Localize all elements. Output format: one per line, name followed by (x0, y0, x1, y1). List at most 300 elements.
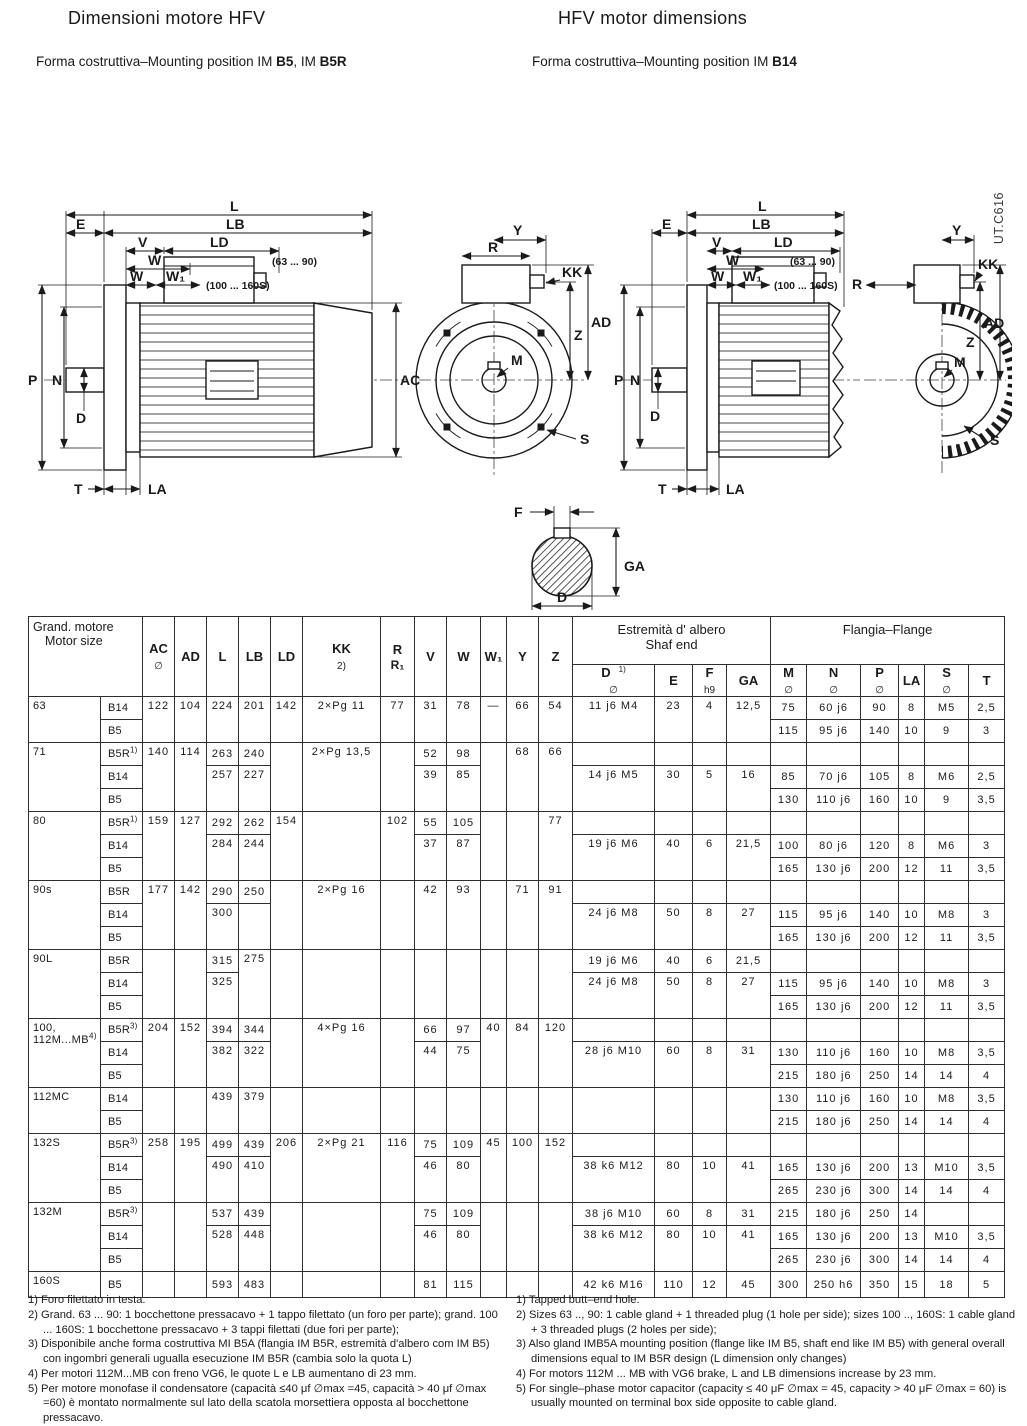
table-cell: 3 (969, 904, 1005, 927)
table-cell (507, 950, 539, 1019)
table-cell: 122 (143, 697, 175, 743)
dim-label-p: P (614, 372, 624, 388)
dim-label-la: LA (726, 481, 745, 497)
dim-label-z: Z (574, 327, 583, 343)
mounting-position-cell: B14 (101, 766, 143, 789)
table-cell (771, 950, 807, 973)
mounting-position-cell: B5 (101, 1249, 143, 1272)
table-cell: 230 j6 (807, 1249, 861, 1272)
table-cell: 71 (507, 881, 539, 950)
table-cell: 11 (925, 996, 969, 1019)
subtitle-text: , IM (293, 54, 320, 69)
footnote-item: 4) For motors 112M ... MB with VG6 brake, L and LB dimensions increase by 23 mm. (516, 1367, 937, 1380)
table-cell: 140 (861, 720, 899, 743)
table-cell (381, 950, 415, 1019)
table-cell: 394 (207, 1019, 239, 1042)
table-cell: 165 (771, 1157, 807, 1180)
table-cell: 54 (539, 697, 573, 743)
col-header-w: W (447, 617, 481, 697)
table-cell (573, 812, 655, 835)
subtitle-imb14 (532, 54, 797, 69)
subtitle-b5r: B5R (319, 54, 347, 69)
table-cell: 3 (969, 835, 1005, 858)
table-cell: 10 (899, 973, 925, 996)
table-cell: 114 (175, 743, 207, 812)
dim-label-w: W (726, 252, 740, 268)
table-cell (239, 904, 271, 950)
table-cell: 165 (771, 858, 807, 881)
table-cell (271, 1088, 303, 1134)
motor-size-cell: 80 (29, 812, 101, 881)
table-cell: 140 (861, 973, 899, 996)
table-cell: 2,5 (969, 697, 1005, 720)
table-cell: 11 j6 M4 (573, 697, 655, 743)
table-cell: 31 (727, 1203, 771, 1226)
table-cell: 14 (899, 1180, 925, 1203)
table-cell: 8 (899, 766, 925, 789)
table-cell (771, 1019, 807, 1042)
motor-size-cell: 112MC (29, 1088, 101, 1134)
table-cell (655, 812, 693, 835)
table-cell (539, 950, 573, 1019)
dim-label-d: D (76, 410, 87, 426)
table-cell: M10 (925, 1226, 969, 1249)
table-cell: 104 (175, 697, 207, 743)
table-cell (143, 950, 175, 1019)
table-cell: 97 (447, 1019, 481, 1042)
mounting-position-cell: B5 (101, 927, 143, 950)
table-cell: 42 k6 M16 (573, 1272, 655, 1298)
col-header-f: F h9 (693, 665, 727, 697)
table-cell: 93 (447, 881, 481, 950)
table-cell: 3,5 (969, 1157, 1005, 1180)
table-cell: 15 (899, 1272, 925, 1298)
table-row (29, 881, 1005, 904)
table-cell: 12 (899, 927, 925, 950)
table-cell: 130 j6 (807, 1226, 861, 1249)
table-cell: 4 (969, 1180, 1005, 1203)
table-cell: 14 (899, 1203, 925, 1226)
table-cell (899, 1019, 925, 1042)
mounting-position-cell: B5 (101, 1272, 143, 1298)
table-cell: 215 (771, 1111, 807, 1134)
table-cell (925, 1134, 969, 1157)
footnote-item: 1) Tapped butt–end hole. (516, 1294, 640, 1306)
table-cell: M6 (925, 766, 969, 789)
table-cell (655, 881, 693, 904)
table-cell: 3 (969, 720, 1005, 743)
table-cell: 2×Pg 11 (303, 697, 381, 743)
table-cell: 448 (239, 1226, 271, 1272)
dim-label-p: P (28, 372, 38, 388)
table-cell: 160 (861, 789, 899, 812)
table-cell (481, 881, 507, 950)
table-cell: 38 k6 M12 (573, 1157, 655, 1203)
table-cell: 50 (655, 904, 693, 950)
dim-label-l: L (230, 198, 239, 214)
footnotes-english (516, 1293, 1018, 1411)
table-cell: 4×Pg 16 (303, 1019, 381, 1088)
table-cell: 200 (861, 927, 899, 950)
mounting-position-cell: B14 (101, 1042, 143, 1065)
table-cell: 265 (771, 1249, 807, 1272)
dim-label-kk: KK (562, 264, 583, 280)
table-cell: 120 (861, 835, 899, 858)
footnote-item: 4) Per motori 112M...MB con freno VG6, le quote L e LB aumentano di 23 mm. (28, 1367, 417, 1380)
table-row (29, 697, 1005, 720)
table-cell: 19 j6 M6 (573, 835, 655, 881)
table-row (29, 1203, 1005, 1226)
table-cell: 10 (899, 904, 925, 927)
table-cell (303, 1088, 381, 1134)
col-header-p: P ∅ (861, 665, 899, 697)
table-cell (655, 1088, 693, 1134)
table-cell: 325 (207, 973, 239, 1019)
table-cell: 68 (507, 743, 539, 812)
drawing-imb5-b5r (14, 185, 614, 515)
table-cell: 10 (899, 720, 925, 743)
dim-label-d: D (557, 589, 568, 605)
dim-label-t: T (74, 481, 83, 497)
table-cell (693, 881, 727, 904)
table-cell: 382 (207, 1042, 239, 1088)
table-cell: 11 (925, 927, 969, 950)
subtitle-text: Forma costruttiva–Mounting position IM (532, 54, 773, 69)
table-cell: 593 (207, 1272, 239, 1298)
mounting-position-cell: $B5R^{3)}$ (101, 1134, 143, 1157)
mounting-position-cell: B5R (101, 881, 143, 904)
table-cell: 130 j6 (807, 858, 861, 881)
table-cell: 27 (727, 904, 771, 950)
table-cell: 528 (207, 1226, 239, 1272)
table-cell: 44 (415, 1042, 447, 1088)
table-cell: 12 (899, 858, 925, 881)
col-header-ad: AD (175, 617, 207, 697)
table-cell: 60 j6 (807, 697, 861, 720)
table-cell: 14 (925, 1111, 969, 1134)
table-cell: 24 j6 M8 (573, 904, 655, 950)
col-header-w1: W₁ (481, 617, 507, 697)
dim-label-m: M (954, 354, 966, 370)
dim-label-r: R (852, 276, 863, 292)
subtitle-b14: B14 (772, 54, 797, 69)
table-cell: 18 (925, 1272, 969, 1298)
table-cell (969, 881, 1005, 904)
motor-front-view (852, 222, 1012, 473)
table-cell: 5 (969, 1272, 1005, 1298)
table-cell (771, 743, 807, 766)
table-cell (771, 1134, 807, 1157)
table-cell: 240 (239, 743, 271, 766)
motor-size-cell: 90L (29, 950, 101, 1019)
table-row (29, 1019, 1005, 1042)
mounting-position-cell: $B5R^{1)}$ (101, 743, 143, 766)
table-cell (447, 950, 481, 1019)
dim-label-v: V (712, 234, 722, 250)
dim-label-la: LA (148, 481, 167, 497)
table-cell (573, 743, 655, 766)
table-cell: 262 (239, 812, 271, 835)
table-cell: 115 (771, 973, 807, 996)
mounting-position-cell: B5 (101, 789, 143, 812)
dim-label-d: D (650, 408, 661, 424)
dim-label-y: Y (513, 222, 523, 238)
table-cell: 4 (969, 1065, 1005, 1088)
table-cell: 204 (143, 1019, 175, 1088)
table-cell: 257 (207, 766, 239, 812)
table-cell: 31 (415, 697, 447, 743)
mounting-position-cell: B5 (101, 1065, 143, 1088)
table-cell: 16 (727, 766, 771, 812)
drawing-code: UT.C616 (992, 192, 1006, 245)
dim-label-e: E (662, 216, 672, 232)
table-cell: 66 (539, 743, 573, 812)
table-cell (303, 1203, 381, 1272)
table-cell: 142 (175, 881, 207, 950)
table-cell: 10 (693, 1157, 727, 1203)
dim-label-z: Z (966, 334, 975, 350)
table-cell: 250 (861, 1203, 899, 1226)
table-cell (655, 743, 693, 766)
table-cell: 115 (447, 1272, 481, 1298)
table-cell: 109 (447, 1203, 481, 1226)
mounting-position-cell: B14 (101, 697, 143, 720)
mounting-position-cell: B5 (101, 720, 143, 743)
table-cell: 80 j6 (807, 835, 861, 858)
table-cell: 127 (175, 812, 207, 881)
table-cell (271, 950, 303, 1019)
motor-size-cell: 71 (29, 743, 101, 812)
table-cell: 105 (447, 812, 481, 835)
table-cell: 42 (415, 881, 447, 950)
table-cell: 46 (415, 1226, 447, 1272)
table-cell: 439 (239, 1134, 271, 1157)
table-cell (925, 1203, 969, 1226)
table-cell (771, 812, 807, 835)
table-cell: 159 (143, 812, 175, 881)
col-header-t: T (969, 665, 1005, 697)
table-cell (481, 1203, 507, 1272)
table-cell (303, 950, 381, 1019)
mounting-position-cell: B5 (101, 858, 143, 881)
table-cell: 142 (271, 697, 303, 743)
table-cell (925, 812, 969, 835)
table-cell: 275 (239, 950, 271, 1019)
table-cell: 85 (771, 766, 807, 789)
table-cell: 50 (655, 973, 693, 1019)
table-cell (507, 1203, 539, 1272)
dimensions-table (28, 616, 1005, 1298)
table-cell: 41 (727, 1157, 771, 1203)
table-cell: 292 (207, 812, 239, 835)
page-title-english: HFV motor dimensions (558, 8, 748, 28)
table-cell: 77 (539, 812, 573, 881)
table-cell: 140 (143, 743, 175, 812)
table-cell: 5 (693, 766, 727, 812)
table-cell (807, 1019, 861, 1042)
table-cell (507, 812, 539, 881)
table-cell: 39 (415, 766, 447, 812)
col-header-n: N ∅ (807, 665, 861, 697)
table-cell (771, 881, 807, 904)
table-cell: 230 j6 (807, 1180, 861, 1203)
table-cell: 75 (771, 697, 807, 720)
table-cell: 55 (415, 812, 447, 835)
table-cell: 8 (693, 1203, 727, 1226)
table-cell: 80 (447, 1226, 481, 1272)
shaft-end-detail (468, 492, 668, 617)
table-cell (303, 812, 381, 881)
table-cell: M8 (925, 1042, 969, 1065)
col-header-y: Y (507, 617, 539, 697)
table-cell: 60 (655, 1042, 693, 1088)
subtitle-imb5 (36, 54, 347, 69)
table-cell: 410 (239, 1157, 271, 1203)
table-cell: 19 j6 M6 (573, 950, 655, 973)
table-cell: 200 (861, 996, 899, 1019)
table-cell: 80 (655, 1157, 693, 1203)
mounting-position-cell: $B5R^{3)}$ (101, 1019, 143, 1042)
table-cell: 14 (899, 1249, 925, 1272)
table-cell (969, 743, 1005, 766)
table-cell: 483 (239, 1272, 271, 1298)
table-cell: 130 (771, 789, 807, 812)
table-cell: 40 (655, 950, 693, 973)
mounting-position-cell: B5R (101, 950, 143, 973)
table-cell (807, 950, 861, 973)
dim-label-w1: W₁ (743, 268, 763, 284)
table-cell: 300 (771, 1272, 807, 1298)
table-cell: 10 (899, 1042, 925, 1065)
table-cell: 180 j6 (807, 1065, 861, 1088)
table-cell: 12 (899, 996, 925, 1019)
table-cell: 3,5 (969, 927, 1005, 950)
table-cell (415, 1088, 447, 1134)
dim-label-n: N (52, 372, 63, 388)
table-cell (573, 881, 655, 904)
dim-range-large: (100 ... 160S) (774, 280, 838, 292)
table-cell (727, 1134, 771, 1157)
table-cell: 344 (239, 1019, 271, 1042)
table-cell: M10 (925, 1157, 969, 1180)
table-cell: 4 (693, 697, 727, 743)
motor-size-cell: 132S (29, 1134, 101, 1203)
table-cell (655, 1019, 693, 1042)
table-cell: 95 j6 (807, 720, 861, 743)
table-cell: 250 (861, 1111, 899, 1134)
footnote-item: 2) Sizes 63 .., 90: 1 cable gland + 1 threaded plug (1 hole per side); sizes 100 .., 160S: 1 cable gland + 3 threaded plugs (2 holes per side); (516, 1308, 1016, 1336)
col-header-l: L (207, 617, 239, 697)
table-cell: 60 (655, 1203, 693, 1226)
col-header-e: E (655, 665, 693, 697)
table-cell: 24 j6 M8 (573, 973, 655, 1019)
table-cell: M5 (925, 697, 969, 720)
table-cell: 3,5 (969, 1042, 1005, 1065)
table-cell (969, 812, 1005, 835)
table-cell (899, 812, 925, 835)
table-cell: 6 (693, 950, 727, 973)
dim-label-n: N (630, 372, 641, 388)
table-cell: 130 j6 (807, 996, 861, 1019)
table-cell: 11 (925, 858, 969, 881)
table-cell: M8 (925, 973, 969, 996)
table-cell (899, 743, 925, 766)
footnote-item: 1) Foro filettato in testa. (28, 1294, 146, 1306)
table-cell: 110 j6 (807, 1088, 861, 1111)
mounting-position-cell: B14 (101, 835, 143, 858)
table-cell (861, 812, 899, 835)
subtitle-text: Forma costruttiva–Mounting position IM (36, 54, 277, 69)
mounting-position-cell: $B5R^{1)}$ (101, 812, 143, 835)
table-cell: 77 (381, 697, 415, 743)
table-cell (693, 1019, 727, 1042)
dim-label-e: E (76, 216, 86, 232)
table-cell: M6 (925, 835, 969, 858)
col-header-v: V (415, 617, 447, 697)
table-cell (727, 743, 771, 766)
table-cell: 350 (861, 1272, 899, 1298)
table-cell: 75 (447, 1042, 481, 1088)
table-cell: 10 (693, 1226, 727, 1272)
table-cell (539, 1203, 573, 1272)
table-cell: 66 (507, 697, 539, 743)
table-cell (447, 1088, 481, 1134)
table-cell: 177 (143, 881, 175, 950)
table-cell: 379 (239, 1088, 271, 1134)
table-cell: 40 (481, 1019, 507, 1088)
table-row (29, 950, 1005, 973)
table-cell: 490 (207, 1157, 239, 1203)
table-cell: 14 (925, 1249, 969, 1272)
dim-label-kk: KK (978, 256, 999, 272)
motor-size-cell: 90s (29, 881, 101, 950)
table-cell (481, 1088, 507, 1134)
table-cell: 6 (693, 835, 727, 881)
table-cell: — (481, 697, 507, 743)
table-cell (143, 1088, 175, 1134)
shaft-end-group-header: Estremità d' albero Shaf end (573, 617, 771, 665)
dim-label-lb: LB (226, 216, 245, 232)
dim-label-s: S (580, 431, 590, 447)
table-cell: 3,5 (969, 996, 1005, 1019)
footnote-item: 3) Also gland IMB5A mounting position (flange like IM B5, shaft end like IM B5) with general overall dimensions equal to IM B5R design (L dimension only changes) (516, 1338, 1005, 1366)
table-cell (899, 950, 925, 973)
table-cell (969, 1019, 1005, 1042)
table-cell: 290 (207, 881, 239, 904)
dim-label-w: W (130, 268, 144, 284)
table-cell: 91 (539, 881, 573, 950)
dim-range-small: (63 ... 90) (790, 256, 835, 268)
dim-label-lb: LB (752, 216, 771, 232)
table-cell: 10 (899, 1088, 925, 1111)
footnote-item: 2) Grand. 63 ... 90: 1 bocchettone pressacavo + 1 tappo filettato (un foro per parte); grand. 100 ... 160S: 1 bocchettone pressacavo + 3 tappi filettati (due fori per parte); (28, 1308, 498, 1336)
table-cell: 140 (861, 904, 899, 927)
table-row (29, 1088, 1005, 1111)
mounting-position-cell: B14 (101, 1088, 143, 1111)
table-cell: 87 (447, 835, 481, 881)
table-cell: 8 (693, 904, 727, 950)
table-cell: 201 (239, 697, 271, 743)
table-cell: 80 (655, 1226, 693, 1272)
table-cell: 70 j6 (807, 766, 861, 789)
table-cell: 115 (771, 904, 807, 927)
table-cell (861, 1134, 899, 1157)
table-cell: 110 (655, 1272, 693, 1298)
table-cell (143, 1203, 175, 1272)
table-cell (573, 1134, 655, 1157)
table-cell: 4 (969, 1111, 1005, 1134)
table-cell: 2×Pg 16 (303, 881, 381, 950)
